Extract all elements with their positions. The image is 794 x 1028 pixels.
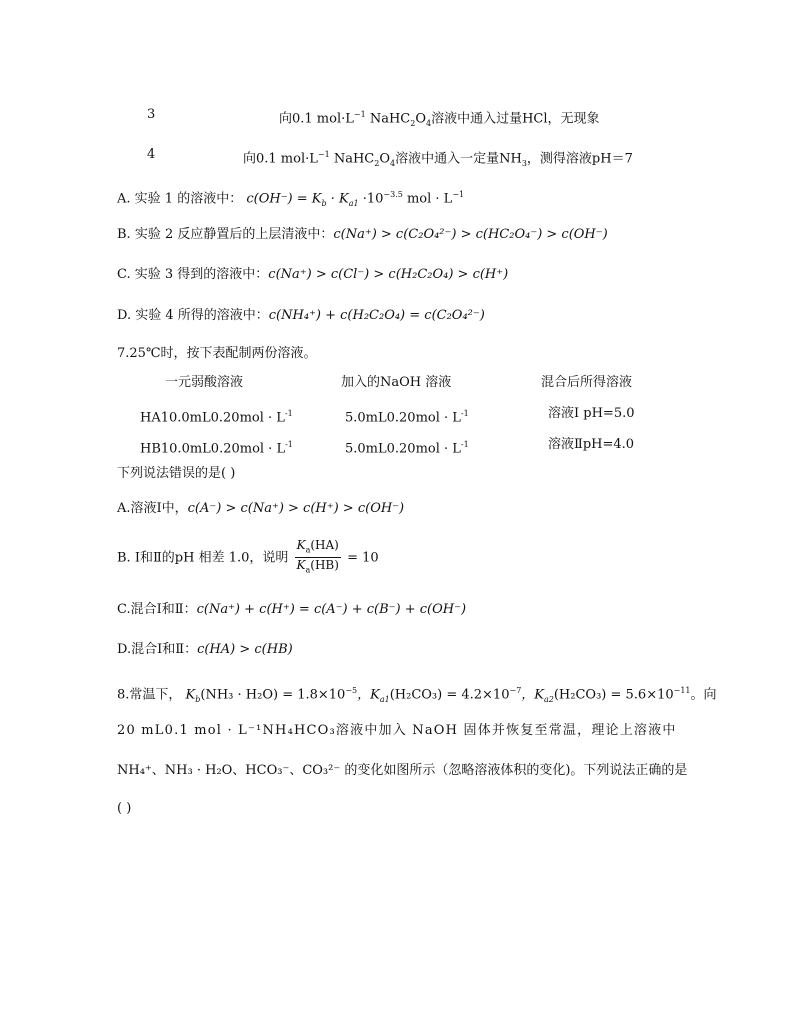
row4-desc-s2: 4 bbox=[390, 158, 396, 168]
q7-option-c bbox=[117, 601, 466, 619]
q7-row2-acid bbox=[140, 436, 293, 458]
q6-option-a-kb: b bbox=[321, 198, 327, 208]
q6-option-a-exp: −3.5 bbox=[383, 190, 403, 199]
q7-stem: 7.25℃时，按下表配制两份溶液。 bbox=[117, 346, 317, 361]
q6-option-d bbox=[117, 307, 485, 325]
row3-desc-post: 溶液中通入过量HCl，无现象 bbox=[431, 111, 600, 127]
q8-ka1-exp: −7 bbox=[509, 686, 522, 695]
row3-desc-s1: 2 bbox=[410, 118, 416, 128]
q8-kb-exp: −5 bbox=[345, 686, 358, 695]
q7-option-c-expr: c(Na⁺) + c(H⁺) = c(A⁻) + c(B⁻) + c(OH⁻) bbox=[196, 602, 467, 617]
q8-ka1-sub: a1 bbox=[379, 694, 390, 704]
q8-line1-post: 。向 bbox=[690, 687, 717, 703]
table-row-3-number: 3 bbox=[147, 107, 156, 122]
q8-ka2-expr: (H₂CO₃) = 5.6×10 bbox=[553, 687, 674, 703]
q7-row1-naoh bbox=[345, 405, 469, 427]
q7-option-b-label: B. Ⅰ和Ⅱ的pH 相差 1.0，说明 bbox=[117, 550, 289, 566]
q8-ka2-symbol: ，K bbox=[521, 687, 544, 703]
q6-option-b-label: B. 实验 2 反应静置后的上层清液中： bbox=[117, 227, 334, 242]
q8-ka1-symbol: ，K bbox=[357, 687, 380, 703]
q7-option-b-tail: = 10 bbox=[342, 550, 379, 566]
q6-option-a bbox=[117, 186, 464, 213]
q7-row2-mix: 溶液ⅡpH=4.0 bbox=[548, 437, 635, 452]
q8-kb-expr: (NH₃ · H₂O) = 1.8×10 bbox=[200, 687, 346, 703]
q7-row2-naoh bbox=[345, 436, 469, 458]
row3-desc-s2: 4 bbox=[426, 118, 432, 128]
q6-option-a-label: A. 实验 1 的溶液中： bbox=[117, 191, 243, 207]
row3-desc-mid: NaHC bbox=[365, 111, 411, 127]
q7-question: 下列说法错误的是( ) bbox=[117, 466, 236, 481]
q8-line-1 bbox=[117, 682, 717, 709]
q7-header-naoh: 加入的NaOH 溶液 bbox=[341, 375, 452, 390]
q8-line-4: ( ) bbox=[117, 801, 132, 816]
q6-option-c-expr: c(Na⁺) > c(Cl⁻) > c(H₂C₂O₄) > c(H⁺) bbox=[268, 267, 509, 282]
q8-ka1-expr: (H₂CO₃) = 4.2×10 bbox=[389, 687, 510, 703]
q8-line-2: 20 mL0.1 mol · L⁻¹NH₄HCO₃溶液中加入 NaOH 固体并恢复至常温，理论上溶液中 bbox=[117, 723, 677, 738]
q7-option-d-expr: c(HA) > c(HB) bbox=[197, 642, 293, 657]
q7-row1-acid-text: HA10.0mL0.20mol · L bbox=[140, 410, 285, 426]
q6-option-d-label: D. 实验 4 所得的溶液中： bbox=[117, 308, 269, 323]
row3-desc-o: O bbox=[415, 111, 426, 127]
q7-row1-naoh-text: 5.0mL0.20mol · L bbox=[345, 410, 461, 426]
q7-option-d bbox=[117, 641, 293, 659]
row4-desc-post2: ，测得溶液pH＝7 bbox=[526, 151, 633, 167]
q7-header-mix: 混合后所得溶液 bbox=[541, 375, 633, 390]
q7-option-a bbox=[117, 500, 404, 518]
q7-row1-acid bbox=[140, 405, 293, 427]
q8-ka2-exp: −11 bbox=[673, 686, 691, 695]
q6-option-a-dot: · K bbox=[326, 191, 349, 207]
q8-kb-sub: b bbox=[195, 694, 201, 704]
row4-desc-s1: 2 bbox=[374, 158, 380, 168]
q7-row1-mix: 溶液Ⅰ pH=5.0 bbox=[548, 406, 635, 421]
q6-option-a-unit-exp: −1 bbox=[452, 190, 465, 199]
row4-desc-s3: 3 bbox=[521, 158, 527, 168]
q7-row2-acid-text: HB10.0mL0.20mol · L bbox=[140, 441, 286, 457]
row4-desc-exp: −1 bbox=[317, 150, 330, 159]
q7-option-b-denominator: $K_a(HB)$ bbox=[296, 558, 339, 575]
q7-option-a-label: A.溶液Ⅰ中， bbox=[117, 501, 188, 516]
row3-desc-pre: 向0.1 mol·L bbox=[279, 111, 354, 127]
row4-desc-o: O bbox=[379, 151, 390, 167]
row3-desc-exp: −1 bbox=[353, 110, 366, 119]
table-row-3-description bbox=[279, 106, 600, 133]
q7-option-c-label: C.混合Ⅰ和Ⅱ： bbox=[117, 602, 197, 617]
q8-ka2-sub: a2 bbox=[544, 694, 554, 704]
q7-option-b bbox=[117, 538, 379, 578]
row4-desc-mid: NaHC bbox=[329, 151, 375, 167]
q6-option-d-expr: c(NH₄⁺) + c(H₂C₂O₄) = c(C₂O₄²⁻) bbox=[268, 308, 485, 323]
q8-kb-symbol: K bbox=[185, 687, 196, 703]
q6-option-a-tail: ·10 bbox=[358, 191, 384, 207]
q7-option-b-fraction bbox=[295, 538, 341, 578]
q7-row1-naoh-exp: -1 bbox=[460, 409, 469, 418]
row4-desc-post: 溶液中通入一定量NH bbox=[395, 151, 522, 167]
q6-option-c bbox=[117, 266, 508, 284]
row4-desc-pre: 向0.1 mol·L bbox=[243, 151, 318, 167]
q7-row2-naoh-exp: -1 bbox=[460, 440, 469, 449]
q7-row2-acid-exp: -1 bbox=[285, 440, 293, 449]
q6-option-b bbox=[117, 226, 608, 244]
q8-line1-pre: 8.常温下， bbox=[117, 687, 182, 703]
q6-option-a-ka: a1 bbox=[348, 198, 359, 208]
q7-row2-naoh-text: 5.0mL0.20mol · L bbox=[345, 441, 461, 457]
q6-option-a-unit: mol · L bbox=[402, 191, 453, 207]
q7-option-b-numerator: $K_a(HA)$ bbox=[295, 538, 341, 558]
q6-option-a-expr: c(OH⁻) = K bbox=[246, 191, 322, 207]
q6-option-b-expr: c(Na⁺) > c(C₂O₄²⁻) > c(HC₂O₄⁻) > c(OH⁻) bbox=[333, 227, 608, 242]
table-row-4-description bbox=[243, 146, 633, 173]
q7-option-d-label: D.混合Ⅰ和Ⅱ： bbox=[117, 642, 198, 657]
table-row-4-number: 4 bbox=[147, 147, 156, 162]
q8-line-3: NH₄⁺、NH₃ · H₂O、HCO₃⁻、CO₃²⁻ 的变化如图所示（忽略溶液体积的变化)。下列说法正确的是 bbox=[117, 763, 688, 778]
q7-header-acid: 一元弱酸溶液 bbox=[165, 375, 244, 390]
q7-option-a-expr: c(A⁻) > c(Na⁺) > c(H⁺) > c(OH⁻) bbox=[187, 501, 405, 516]
q6-option-c-label: C. 实验 3 得到的溶液中： bbox=[117, 267, 269, 282]
q7-row1-acid-exp: -1 bbox=[284, 409, 293, 418]
